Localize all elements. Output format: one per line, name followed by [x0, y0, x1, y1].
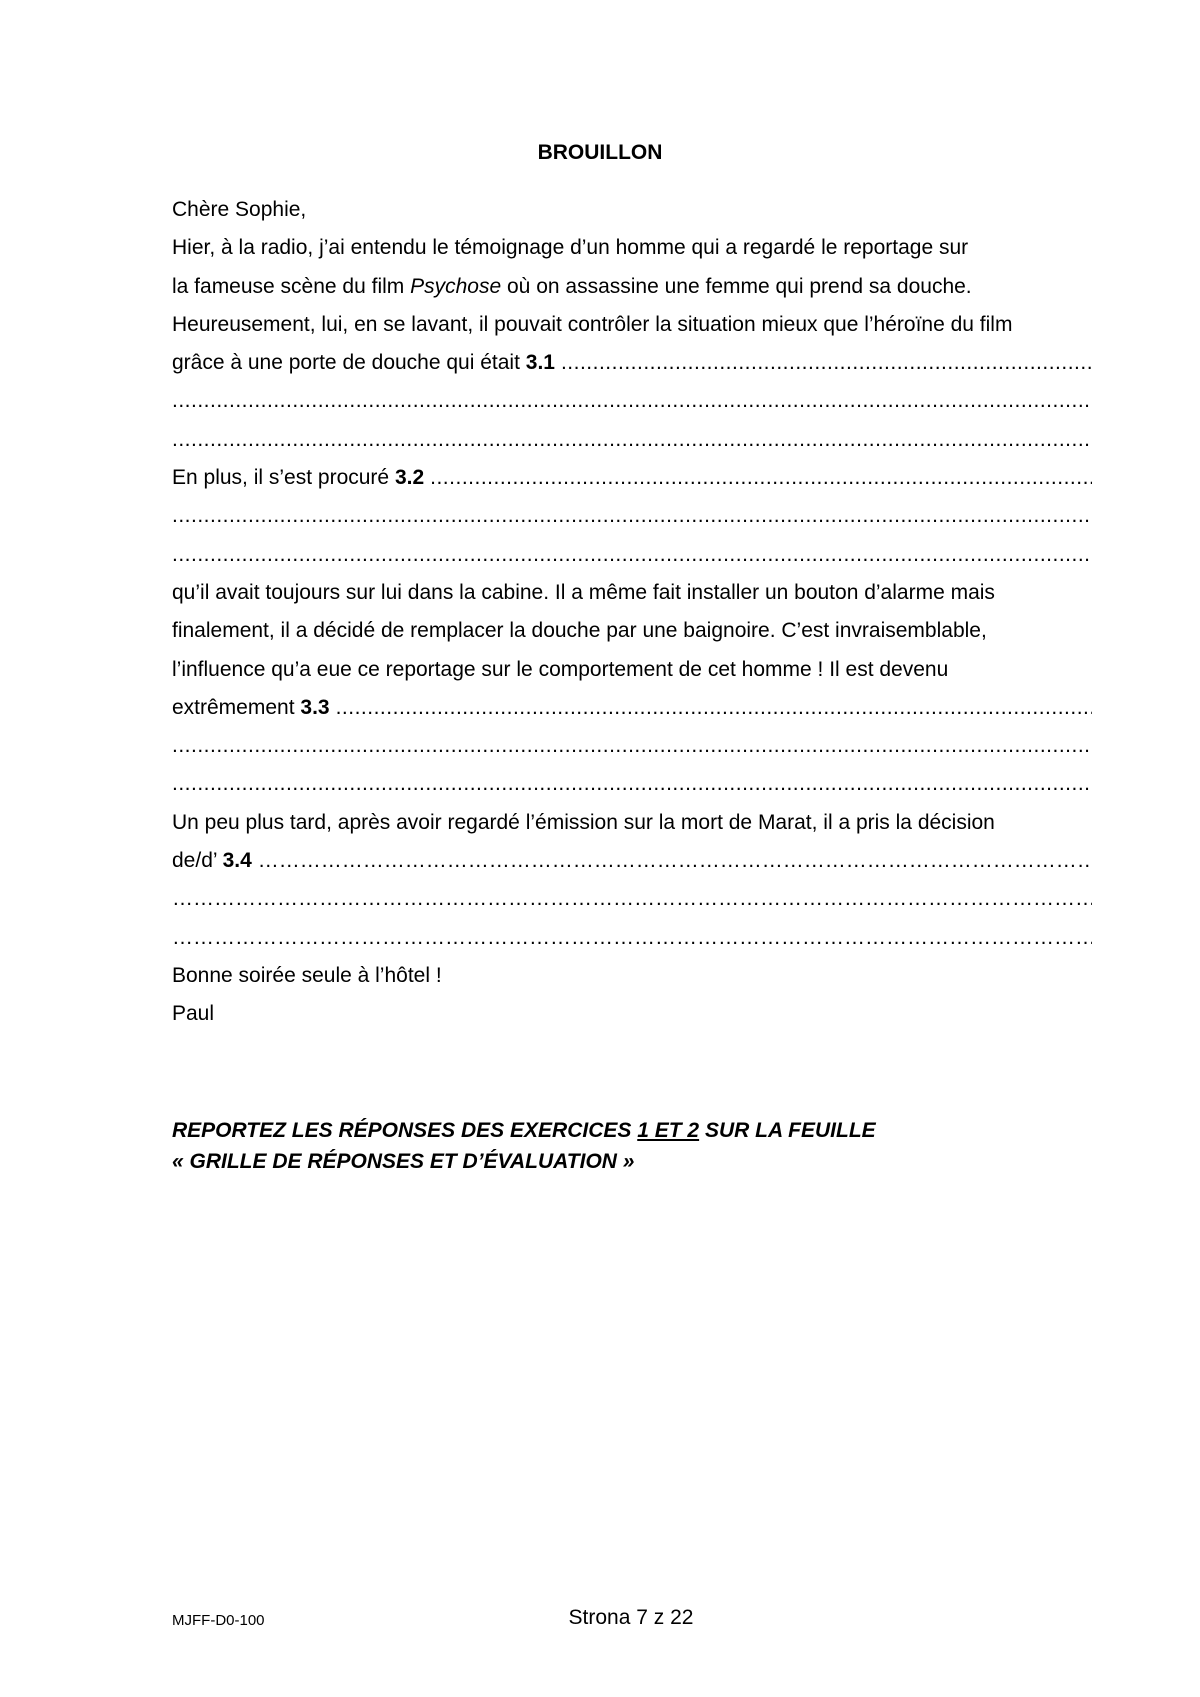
dotted-blank[interactable]	[172, 497, 1092, 535]
answer-line-3-3-cont[interactable]	[172, 765, 1092, 803]
dotted-blank[interactable]	[172, 421, 1092, 459]
answer-line-3-4[interactable]	[172, 842, 1092, 880]
answer-line-3-4-cont[interactable]	[172, 919, 1092, 957]
letter-line: Un peu plus tard, après avoir regardé l’émission sur la mort de Marat, il a pris la décision	[172, 810, 995, 834]
answer-line-3-2-cont[interactable]	[172, 536, 1092, 574]
answer-line-3-2-cont[interactable]	[172, 497, 1092, 535]
answer-line-3-1-cont[interactable]	[172, 382, 1092, 420]
question-number-3-2: 3.2	[394, 466, 425, 490]
dotted-blank[interactable]	[172, 727, 1092, 765]
exam-code: MJFF-D0-100	[172, 1612, 265, 1629]
instruction-underlined: 1 ET 2	[637, 1119, 700, 1142]
letter-text: grâce à une porte de douche qui était 3.1	[172, 351, 555, 375]
answer-line-3-1-cont[interactable]	[172, 421, 1092, 459]
dotted-blank[interactable]	[561, 344, 1092, 382]
dotted-blank[interactable]	[258, 842, 1092, 880]
answer-line-3-3-cont[interactable]	[172, 727, 1092, 765]
dotted-blank[interactable]	[172, 536, 1092, 574]
question-number-3-3: 3.3	[300, 695, 330, 719]
dotted-blank[interactable]	[172, 919, 1092, 957]
letter-text: extrêmement 3.3	[172, 695, 330, 719]
letter-line: finalement, il a décidé de remplacer la douche par une baignoire. C’est invraisemblable,	[172, 619, 987, 643]
question-number-3-4: 3.4	[222, 849, 252, 873]
dotted-blank[interactable]	[430, 459, 1092, 497]
answer-line-3-1[interactable]	[172, 344, 1092, 382]
letter-text: En plus, il s’est procuré 3.2	[172, 466, 425, 490]
dotted-blank[interactable]	[172, 765, 1092, 803]
answer-line-3-2[interactable]	[172, 459, 1092, 497]
letter-text: la fameuse scène du film	[172, 274, 411, 298]
dotted-blank[interactable]	[172, 382, 1092, 420]
letter-line: qu’il avait toujours sur lui dans la cabine. Il a même fait installer un bouton d’alarme mais	[172, 580, 995, 604]
letter-closing: Bonne soirée seule à l’hôtel !	[172, 963, 442, 987]
answer-line-3-4-cont[interactable]	[172, 880, 1092, 918]
page-number: Strona 7 z 22	[568, 1606, 694, 1629]
dotted-blank[interactable]	[336, 689, 1092, 727]
dotted-blank[interactable]	[172, 880, 1092, 918]
letter-text: où on assassine une femme qui prend sa douche.	[501, 274, 972, 298]
letter-line: Hier, à la radio, j’ai entendu le témoignage d’un homme qui a regardé le reportage sur	[172, 236, 969, 260]
instruction-line-2: « GRILLE DE RÉPONSES ET D’ÉVALUATION »	[172, 1150, 635, 1173]
letter-draft	[172, 191, 1092, 1034]
letter-text: de/d’ 3.4	[172, 849, 252, 873]
letter-line	[172, 268, 1092, 306]
letter-greeting: Chère Sophie,	[172, 198, 307, 221]
letter-signature: Paul	[172, 1002, 215, 1026]
instruction-note	[172, 1115, 876, 1177]
film-title: Psychose	[410, 274, 502, 298]
letter-line: l’influence qu’a eue ce reportage sur le comportement de cet homme ! Il est devenu	[172, 657, 949, 681]
letter-line: Heureusement, lui, en se lavant, il pouvait contrôler la situation mieux que l’héroïne du film	[172, 312, 1013, 336]
page-title: BROUILLON	[537, 141, 663, 164]
answer-line-3-3[interactable]	[172, 689, 1092, 727]
question-number-3-1: 3.1	[525, 351, 555, 375]
instruction-line-1: REPORTEZ LES RÉPONSES DES EXERCICES 1 ET 2 SUR LA FEUILLE	[172, 1119, 876, 1142]
